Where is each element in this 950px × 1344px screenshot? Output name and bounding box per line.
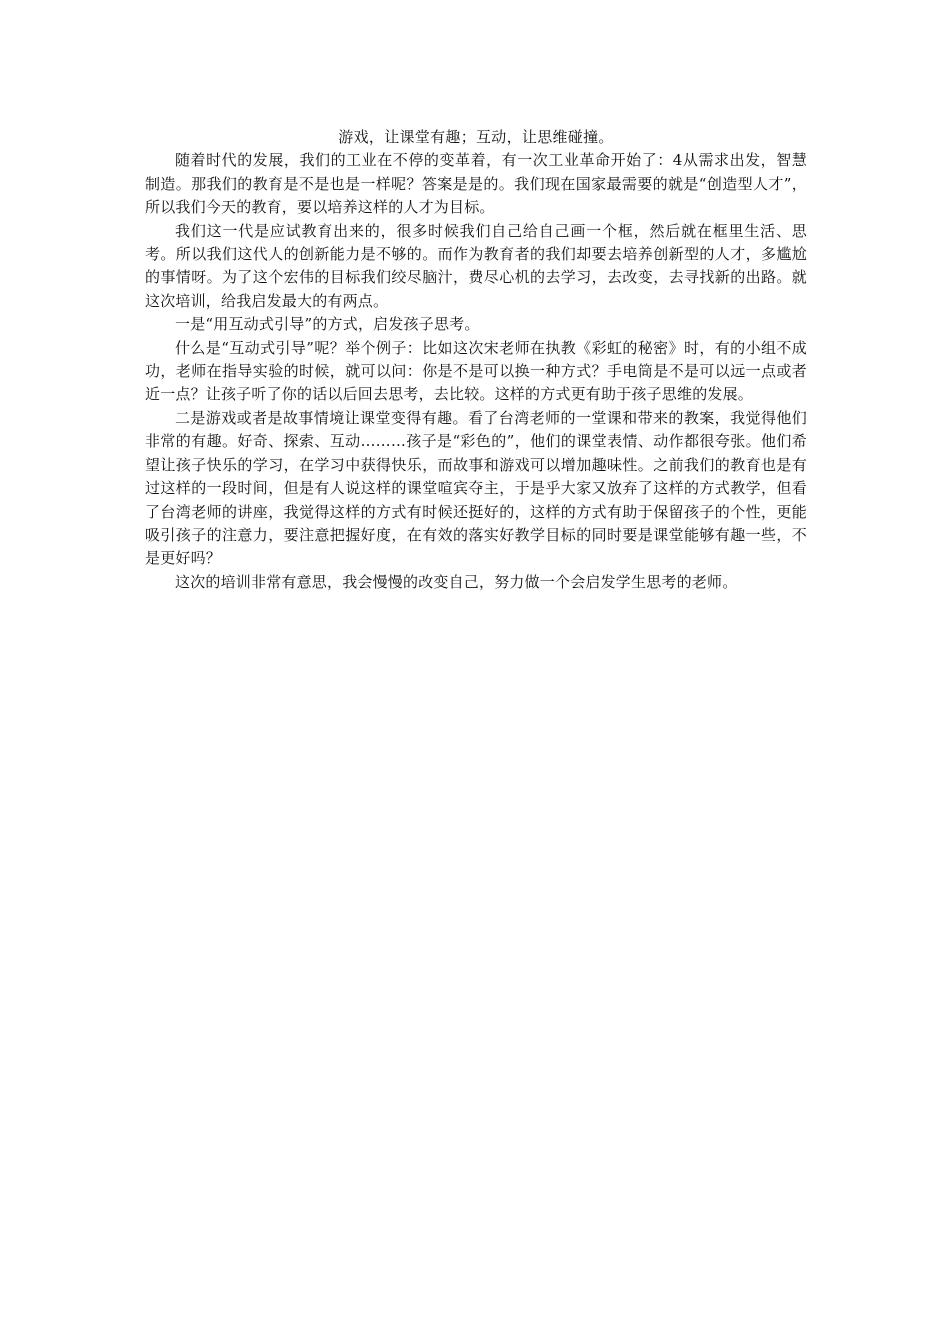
paragraph-6: 这次的培训非常有意思，我会慢慢的改变自己，努力做一个会启发学生思考的老师。 <box>175 572 738 591</box>
paragraph-5: 二是游戏或者是故事情境让课堂变得有趣。看了台湾老师的一堂课和带来的教案，我觉得他们非常的有趣。好奇、探索、互动………孩子是“彩色的”，他们的课堂表情、动作都很夸张。他们希望让孩子快乐的学习，在学习中获得快乐，而故事和游戏可以增加趣味性。之前我们的教育也是有过这样的一段时间，但是有人说这样的课堂喧宾夺主，于是乎大家又放弃了这样的方式教学，但看了台湾老师的讲座，我觉得这样的方式有时候还挺好的，这样的方式有助于保留孩子的个性，更能吸引孩子的注意力，要注意把握好度，在有效的落实好教学目标的同时要是课堂能够有趣一些，不是更好吗？ <box>145 408 807 568</box>
paragraph-1: 随着时代的发展，我们的工业在不停的变革着，有一次工业革命开始了：4从需求出发，智慧制造。那我们的教育是不是也是一样呢？答案是是的。我们现在国家最需要的就是“创造型人才”，所以我们今天的教育，要以培养这样的人才为目标。 <box>145 151 807 217</box>
document-title: 游戏，让课堂有趣；互动，让思维碰撞。 <box>338 128 614 146</box>
document-page <box>145 126 807 594</box>
paragraph-2: 我们这一代是应试教育出来的，很多时候我们自己给自己画一个框，然后就在框里生活、思考。所以我们这代人的创新能力是不够的。而作为教育者的我们却要去培养创新型的人才，多尴尬的事情呀。为了这个宏伟的目标我们绞尽脑汁，费尽心机的去学习，去改变，去寻找新的出路。就这次培训，给我启发最大的有两点。 <box>145 221 807 310</box>
paragraph-4: 什么是“互动式引导”呢？举个例子：比如这次宋老师在执教《彩虹的秘密》时，有的小组不成功，老师在指导实验的时候，就可以问：你是不是可以换一种方式？手电筒是不是可以远一点或者近一点？让孩子听了你的话以后回去思考，去比较。这样的方式更有助于孩子思维的发展。 <box>145 338 807 404</box>
paragraph-3: 一是“用互动式引导”的方式，启发孩子思考。 <box>175 315 480 334</box>
